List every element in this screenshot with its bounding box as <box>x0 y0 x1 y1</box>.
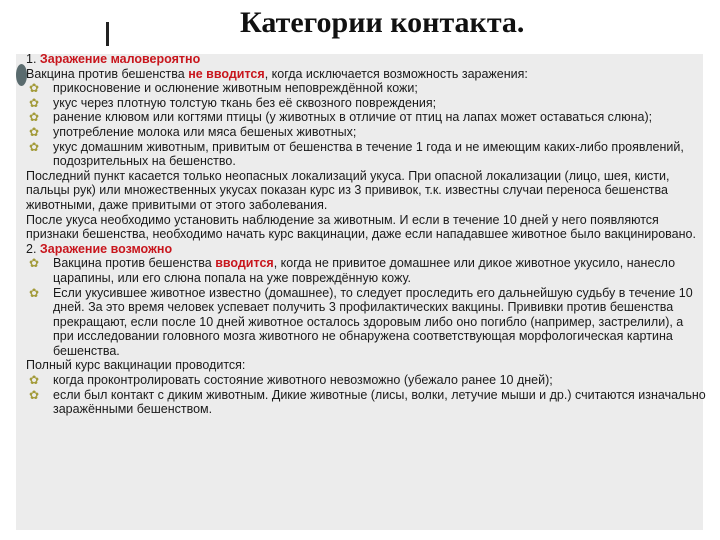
flower-bullet-icon: ✿ <box>29 285 40 300</box>
list-item-text: Вакцина против бешенства <box>53 256 216 271</box>
intro-text: Вакцина против бешенства <box>26 66 189 81</box>
section-number: 1. <box>26 52 40 66</box>
list-item <box>26 96 706 111</box>
list-item <box>26 373 706 388</box>
list-item-text: употребление молока или мяса бешеных животных; <box>53 124 357 139</box>
list-item <box>26 110 706 125</box>
list-item <box>26 388 706 417</box>
document-body <box>26 52 706 417</box>
list-item-text: ранение клювом или когтями птицы (у животных в отличие от птиц на лапах может оставаться слюна); <box>53 110 653 125</box>
list-item-text: укус домашним животным, привитым от бешенства в течение 1 года и не имеющим каких-либо проявлений, подозрительных на бешенство. <box>53 139 684 169</box>
list-item-text: укус через плотную толстую ткань без её сквозного повреждения; <box>53 95 437 110</box>
flower-bullet-icon: ✿ <box>29 139 40 154</box>
list-item-text: прикосновение и ослюнение животным неповреждённой кожи; <box>53 81 418 96</box>
intro-text: , когда исключается возможность заражения: <box>264 66 528 81</box>
list-item-text: когда проконтролировать состояние животного невозможно (убежало ранее 10 дней); <box>53 373 553 388</box>
section1-heading <box>26 52 706 67</box>
flower-bullet-icon: ✿ <box>29 373 40 388</box>
full-course-heading: Полный курс вакцинации проводится: <box>26 358 246 373</box>
list-item <box>26 125 706 140</box>
section1-intro <box>26 67 706 82</box>
section-title: Заражение возможно <box>39 241 173 256</box>
list-item-text: , когда не привитое домашнее или дикое животное укусило, нанесло царапины, или его слюна попала на уже повреждённую кожу. <box>53 256 676 285</box>
section2-heading <box>26 242 706 257</box>
list-item <box>26 286 706 359</box>
flower-bullet-icon: ✿ <box>29 387 40 402</box>
highlight-text: не вводится <box>188 66 265 81</box>
page-title: Категории контакта. <box>240 6 525 39</box>
list-item <box>26 81 706 96</box>
title-divider-bar <box>106 22 109 46</box>
flower-bullet-icon: ✿ <box>29 81 40 96</box>
note-paragraph: Последний пункт касается только неопасных локализаций укуса. При опасной локализации (лицо, шея, кисти, пальцы рук) или множественных укусах показан курс из 3 прививок, т.к. известны случаи переноса бешенства животными, даже привитыми от этого заболевания. <box>26 168 670 212</box>
list-item <box>26 256 706 285</box>
note-paragraph: После укуса необходимо установить наблюдение за животным. И если в течение 10 дней у него появляются признаки бешенства, необходимо начать курс вакцинации, даже если нападавшее животное было вакцинировано. <box>26 212 696 242</box>
flower-bullet-icon: ✿ <box>29 95 40 110</box>
list-item-text: если был контакт с диким животным. Дикие животные (лисы, волки, летучие мыши и др.) считаются изначально заражёнными бешенством. <box>53 387 706 417</box>
list-item-text: Если укусившее животное известно (домашнее), то следует проследить его дальнейшую судьбу в течение 10 дней. За это время человек успевает получить 3 профилактических вакцины. Прививки против бешенства прекращают, если после 10 дней животное осталось здоровым либо оно погибло (например, застрелили), а при исследовании головного мозга животного не обнаружена соответствующая морфологическая картина бешенства. <box>53 285 693 358</box>
flower-bullet-icon: ✿ <box>29 256 40 271</box>
flower-bullet-icon: ✿ <box>29 124 40 139</box>
highlight-text: вводится <box>215 256 274 271</box>
list-item <box>26 140 706 169</box>
section-title: Заражение маловероятно <box>39 52 201 66</box>
flower-bullet-icon: ✿ <box>29 110 40 125</box>
section-number: 2. <box>26 241 40 256</box>
